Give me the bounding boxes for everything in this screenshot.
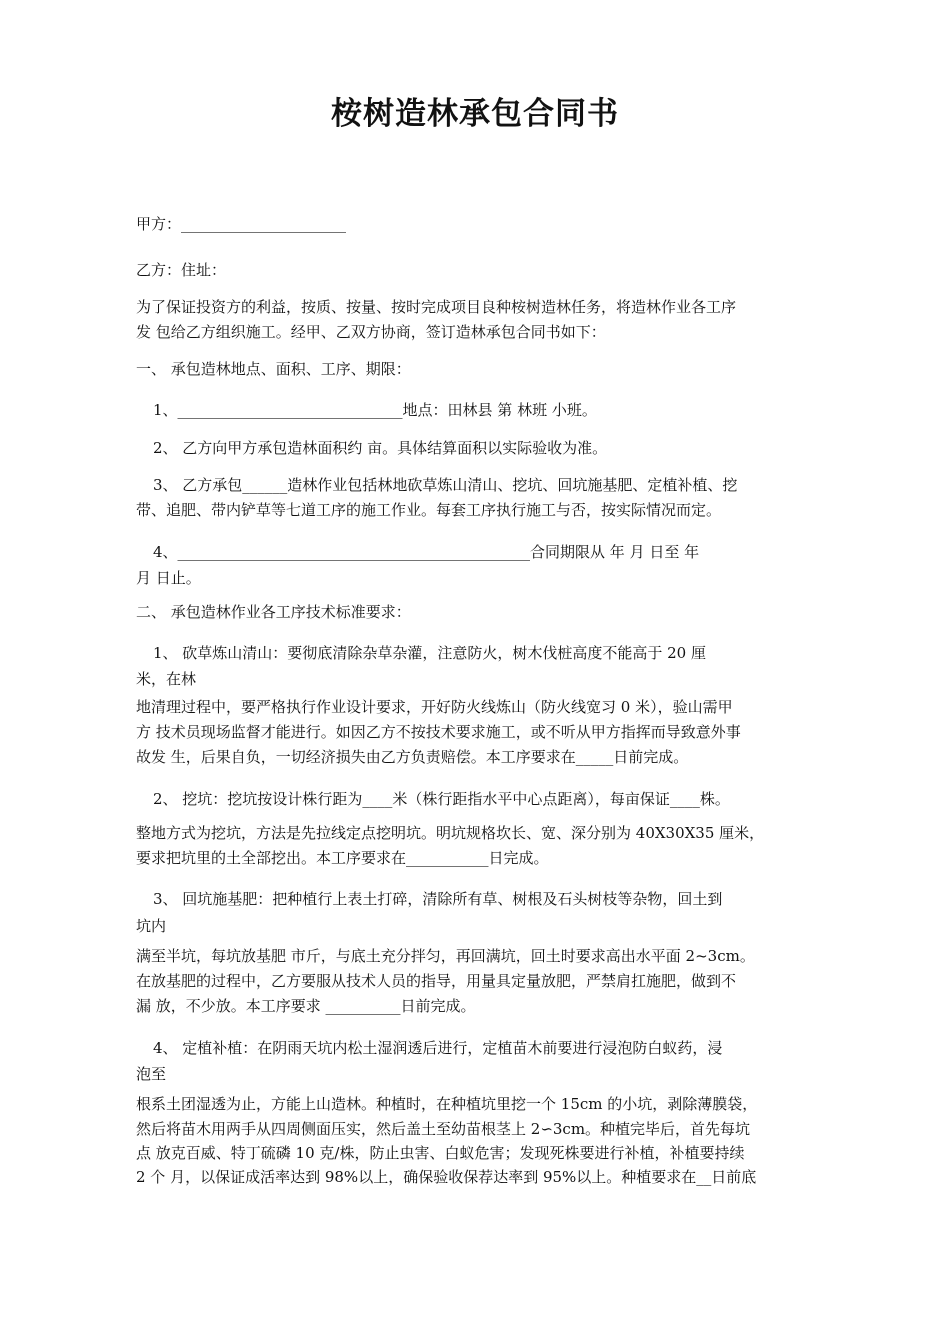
clause-line: 地清理过程中，要严格执行作业设计要求，开好防火线炼山（防火线宽习 0 米），验山需甲 (136, 698, 733, 716)
clause-line: 1、______________________________地点：田林县 第 林班 小班。 (153, 401, 597, 419)
party-a-line: 甲方：______________________ (136, 215, 347, 233)
preamble-line: 发 包给乙方组织施工。经甲、乙双方协商，签订造林承包合同书如下： (136, 323, 606, 341)
clause-line: 2 个 月，以保证成活率达到 98%以上，确保验收保荐达率到 95%以上。种植要求在__日前底 (136, 1168, 757, 1186)
clause-line: 泡至 (136, 1065, 167, 1083)
clause-line: 2、 挖坑：挖坑按设计株行距为____米（株行距指水平中心点距离），每亩保证____株。 (153, 790, 730, 808)
clause-line: 带、追肥、带内铲草等七道工序的施工作业。每套工序执行施工与否，按实际情况而定。 (136, 501, 722, 519)
clause-line: 在放基肥的过程中，乙方要服从技术人员的指导，用量具定量放肥，严禁肩扛施肥，做到不 (136, 972, 737, 990)
preamble-line: 为了保证投资方的利益，按质、按量、按时完成项目良种桉树造林任务，将造林作业各工序 (136, 298, 737, 316)
clause-line: 点 放克百威、特丁硫磷 10 克/株，防止虫害、白蚁危害；发现死株要进行补植，补植要持续 (136, 1144, 745, 1162)
document-title: 桉树造林承包合同书 (331, 96, 619, 132)
clause-line: 然后将苗木用两手从四周侧面压实，然后盖土至幼苗根茎上 2∽3cm。种植完毕后，首先每坑 (136, 1120, 751, 1138)
clause-line: 坑内 (136, 917, 167, 935)
clause-line: 根系土团湿透为止，方能上山造林。种植时，在种植坑里挖一个 15cm 的小坑，剥除薄膜袋， (136, 1095, 758, 1113)
clause-line: 4、_______________________________________________合同期限从 年 月 日至 年 (153, 543, 700, 561)
clause-line: 4、 定植补植：在阴雨天坑内松土湿润透后进行，定植苗木前要进行浸泡防白蚁药，浸 (153, 1039, 723, 1057)
section-heading: 一、 承包造林地点、面积、工序、期限： (136, 360, 411, 378)
clause-line: 满至半坑，每坑放基肥 市斤，与底土充分拌匀，再回满坑，回土时要求高出水平面 2~3cm。 (136, 947, 755, 965)
clause-line: 2、 乙方向甲方承包造林面积约 亩。具体结算面积以实际验收为准。 (153, 439, 608, 457)
clause-line: 方 技术员现场监督才能进行。如因乙方不按技术要求施工，或不听从甲方指挥而导致意外事 (136, 723, 741, 741)
clause-line: 1、 砍草炼山清山：要彻底清除杂草杂灌，注意防火，树木伐桩高度不能高于 20 厘 (153, 644, 706, 662)
clause-line: 漏 放，不少放。本工序要求 __________日前完成。 (136, 997, 476, 1015)
clause-line: 整地方式为挖坑，方法是先拉线定点挖明坑。明坑规格坎长、宽、深分别为 40X30X35 厘米， (136, 824, 765, 842)
clause-line: 要求把坑里的土全部挖出。本工序要求在___________日完成。 (136, 849, 549, 867)
party-b-line: 乙方：住址： (136, 261, 227, 279)
clause-line: 米，在林 (136, 670, 197, 688)
section-heading: 二、 承包造林作业各工序技术标准要求： (136, 603, 411, 621)
clause-line: 故发 生，后果自负，一切经济损失由乙方负责赔偿。本工序要求在_____日前完成。 (136, 748, 689, 766)
clause-line: 3、 乙方承包______造林作业包括林地砍草炼山清山、挖坑、回坑施基肥、定植补植、挖 (153, 476, 738, 494)
clause-line: 月 日止。 (136, 569, 201, 587)
clause-line: 3、 回坑施基肥：把种植行上表土打碎，清除所有草、树根及石头树枝等杂物，回土到 (153, 890, 723, 908)
